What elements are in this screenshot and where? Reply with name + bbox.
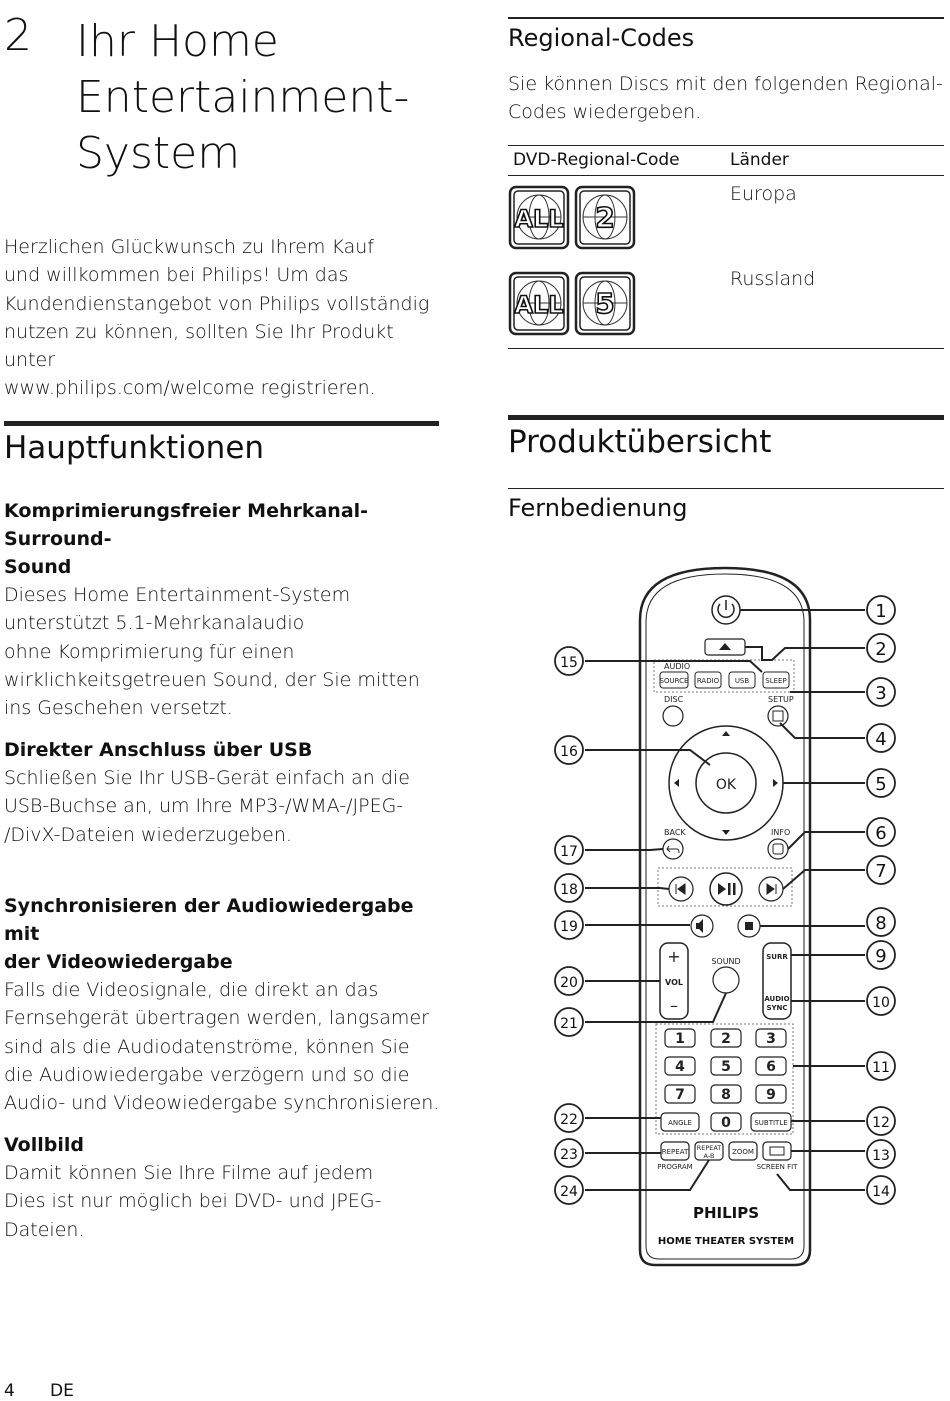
digit-key: 2 [721,1031,731,1047]
feature-text: Damit können Sie Ihre Filme auf jedem [4,1162,374,1184]
digit-key: 1 [675,1031,685,1047]
feature-text: ohne Komprimierung für einen [4,640,295,663]
chapter-title-line: Ihr Home [76,16,279,67]
region-logo-text: 2 [595,201,615,234]
country-europa: Europa [730,183,797,205]
feature-item [4,1131,444,1244]
callout-number: 17 [560,844,578,860]
callout-number: 22 [560,1112,578,1128]
callout-number: 15 [560,655,578,671]
feature-item [4,892,444,1117]
disc-button [663,706,683,726]
feature-title: Direkter Anschluss über USB [4,739,313,761]
disc-label: DISC [664,695,684,704]
feature-title: Vollbild [4,1134,84,1156]
heading-bar [4,421,439,426]
callout-number: 21 [560,1016,578,1032]
callout-numbers-right [867,596,895,1204]
table-header-rule [508,175,944,176]
program-label: PROGRAM [657,1163,693,1171]
callout-number: 20 [560,975,578,991]
regional-text [508,70,944,127]
usb-label: USB [734,677,750,685]
remote-control-diagram [540,560,920,1275]
digit-key: 9 [766,1087,776,1103]
svg-text:+: + [667,947,681,966]
callout-number: 24 [560,1184,578,1200]
feature-text: Dateien. [4,1218,85,1241]
intro-line: Herzlichen Glückwunsch zu Ihrem Kauf [4,236,374,258]
sound-label: SOUND [711,957,741,966]
callout-number: 8 [875,913,887,934]
chapter-title-line: System [76,128,241,179]
audio-sync-label: AUDIO [764,995,790,1003]
product-heading: Produktübersicht [508,424,772,460]
digit-key: 8 [721,1087,731,1103]
info-label: INFO [771,828,791,837]
feature-text: Dieses Home Entertainment-System [4,584,351,606]
stop-icon [745,922,753,930]
digit-key: 3 [766,1031,776,1047]
section-rule [508,17,944,19]
callout-number: 4 [875,729,887,750]
region-logo-text: ALL [514,205,564,233]
region-logo-all-5 [508,271,638,337]
setup-button [768,706,788,726]
language-code: DE [50,1381,74,1401]
feature-text: Dies ist nur möglich bei DVD- und JPEG- [4,1190,382,1213]
col-header-country: Länder [730,150,789,170]
radio-label: RADIO [696,677,720,685]
callout-number: 18 [560,882,578,898]
callout-number: 7 [875,861,887,882]
digit-key: 0 [721,1115,731,1131]
feature-text: Falls die Videosignale, die direkt an das [4,979,379,1001]
info-button [768,839,788,859]
repeat-ab-label: A-B [703,1152,715,1160]
callout-number: 19 [560,919,578,935]
callout-number: 13 [872,1148,890,1164]
vol-label: VOL [665,978,683,987]
feature-text: /DivX-Dateien wiederzugeben. [4,823,292,846]
ok-label: OK [715,777,737,793]
callout-number: 10 [872,995,890,1011]
callout-number: 11 [872,1060,890,1076]
feature-text: sind als die Audiodatenströme, können Sie [4,1035,410,1058]
feature-item [4,736,444,849]
intro-line: und willkommen bei Philips! Um das [4,264,349,287]
callout-number: 9 [875,946,887,967]
digit-key: 6 [766,1059,776,1075]
screen-fit-button [763,1142,791,1160]
callout-number: 2 [875,639,887,660]
callout-number: 16 [560,744,578,760]
feature-text: unterstützt 5.1-Mehrkanalaudio [4,612,305,635]
feature-text: die Audiowiedergabe verzögern und so die [4,1063,410,1086]
audio-label: AUDIO [664,662,691,671]
repeat-ab-label: REPEAT [696,1144,722,1152]
feature-text: Schließen Sie Ihr USB-Gerät einfach an die [4,767,410,789]
callout-number: 5 [875,774,887,795]
section-rule [508,488,944,489]
model-label: HOME THEATER SYSTEM [657,1236,795,1247]
regional-text-line: Sie können Discs mit den folgenden Regional- [508,73,943,95]
feature-text: Audio- und Videowiedergabe synchronisieren. [4,1092,440,1115]
svg-text:–: – [670,996,678,1015]
country-russland: Russland [730,268,816,290]
chapter-title-line: Entertainment- [76,72,410,123]
regional-text-line: Codes wiedergeben. [508,101,702,124]
repeat-label: REPEAT [661,1148,689,1156]
sleep-label: SLEEP [765,677,787,685]
intro-line: Kundendienstangebot von Philips vollständig [4,292,430,315]
heading-bar [508,415,944,420]
intro-line: nutzen zu können, sollten Sie Ihr Produkt unter [4,320,394,372]
sound-button [713,967,739,993]
digit-key: 4 [675,1059,685,1075]
callout-number: 3 [875,683,887,704]
callout-number: 23 [560,1147,578,1163]
callout-numbers-left [555,647,583,1204]
remote-subheading: Fernbedienung [508,494,688,522]
feature-title: Synchronisieren der Audiowiedergabe mit [4,895,414,945]
feature-text: wirklichkeitsgetreuen Sound, der Sie mitten [4,668,420,691]
features-heading: Hauptfunktionen [4,430,265,466]
surr-label: SURR [766,953,788,961]
table-bottom-rule [508,348,944,349]
feature-item [4,497,444,722]
angle-label: ANGLE [668,1119,692,1127]
region-logo-text: 5 [595,287,615,320]
subtitle-label: SUBTITLE [754,1119,788,1127]
feature-title: der Videowiedergabe [4,951,233,973]
feature-title: Komprimierungsfreier Mehrkanal-Surround- [4,500,369,550]
feature-text: USB-Buchse an, um Ihre MP3-/WMA-/JPEG- [4,795,404,818]
audio-sync-label: SYNC [766,1004,788,1012]
feature-text: ins Geschehen versetzt. [4,697,233,720]
table-top-rule [508,145,944,146]
screen-fit-label: SCREEN FIT [756,1163,798,1171]
zoom-label: ZOOM [732,1148,754,1156]
intro-line: www.philips.com/welcome registrieren. [4,377,376,400]
regional-heading: Regional-Codes [508,24,695,52]
setup-label: SETUP [768,695,794,704]
callout-number: 12 [872,1115,890,1131]
page-number: 4 [4,1381,15,1401]
digit-key: 5 [721,1059,731,1075]
back-label: BACK [664,828,686,837]
callout-number: 14 [872,1184,890,1200]
chapter-title [76,14,436,182]
region-logo-all-2 [508,185,638,251]
feature-title: Sound [4,556,72,578]
feature-text: Fernsehgerät übertragen werden, langsamer [4,1007,429,1030]
intro-paragraph [4,233,444,403]
callout-number: 6 [875,823,887,844]
digit-key: 7 [675,1087,685,1103]
callout-number: 1 [875,601,887,622]
brand-logo: PHILIPS [692,1204,760,1222]
source-label: SOURCE [659,677,689,685]
col-header-code: DVD-Regional-Code [513,150,680,170]
region-logo-text: ALL [514,291,564,319]
chapter-number: 2 [4,10,32,61]
